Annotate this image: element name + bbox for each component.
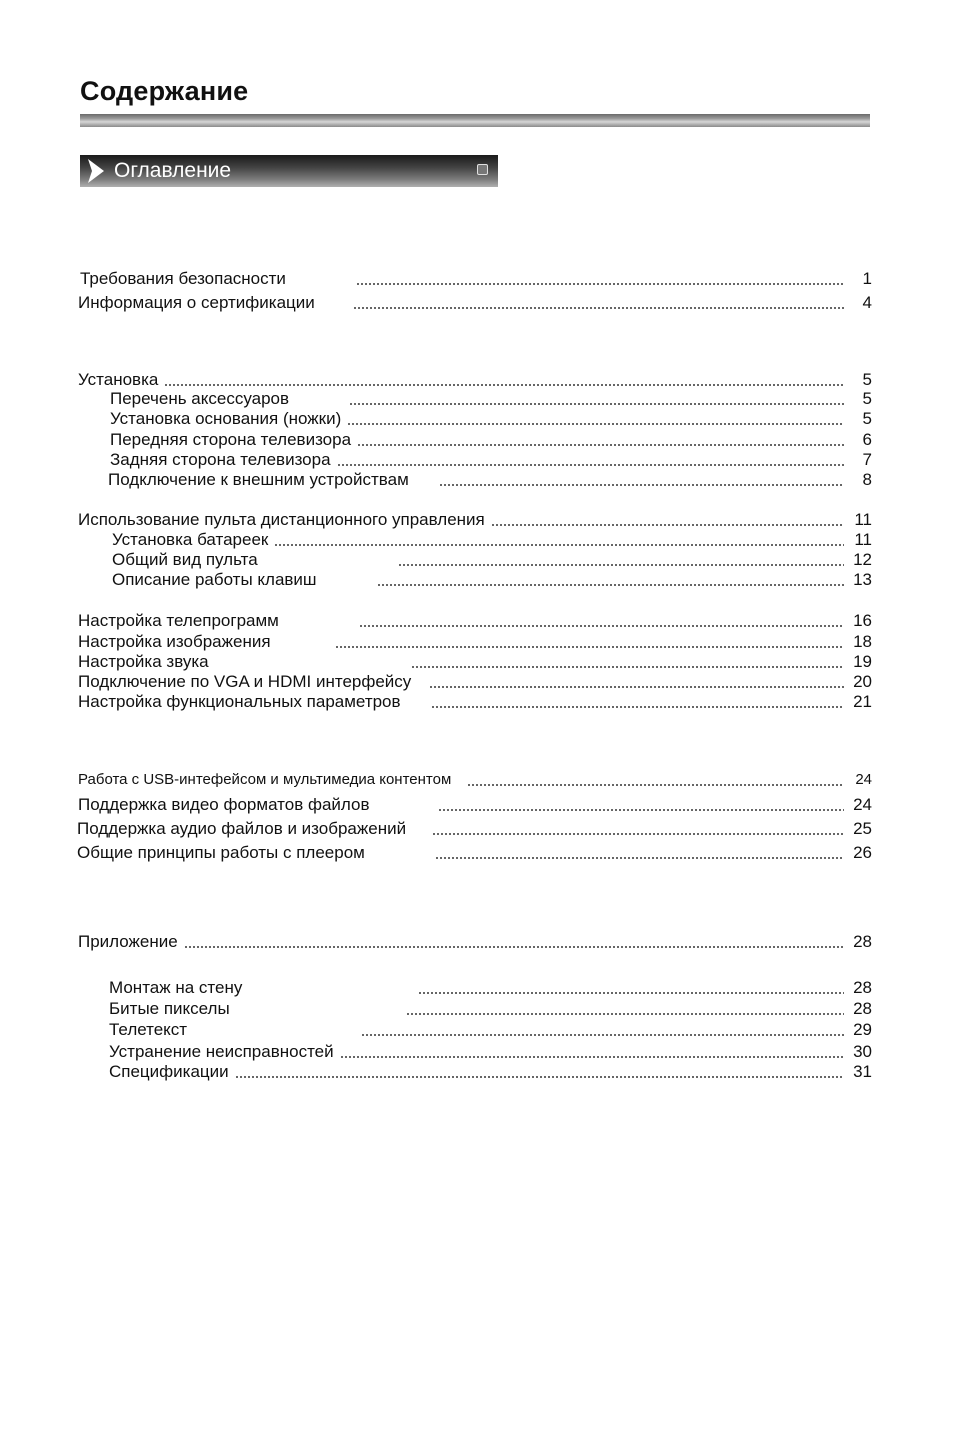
leader-dots <box>467 784 844 786</box>
toc-entry[interactable] <box>109 1020 872 1040</box>
toc-entry-title: Настройка изображения <box>78 632 271 651</box>
toc-entry-page: 28 <box>853 978 872 997</box>
toc-entry-page: 26 <box>853 843 872 862</box>
page-title: Содержание <box>80 76 249 106</box>
leader-dots <box>184 946 844 948</box>
toc-entry[interactable] <box>110 430 872 450</box>
leader-dots <box>377 584 844 586</box>
toc-entry[interactable] <box>78 795 872 815</box>
toc-entry[interactable] <box>112 530 872 550</box>
toc-entry[interactable] <box>78 611 872 631</box>
toc-entry-title: Требования безопасности <box>80 269 286 288</box>
toc-entry-page: 11 <box>854 510 872 529</box>
toc-entry-title: Общие принципы работы с плеером <box>77 843 365 862</box>
leader-dots <box>347 423 844 425</box>
toc-entry-page: 29 <box>853 1020 872 1039</box>
toc-entry[interactable] <box>110 450 872 470</box>
toc-entry[interactable] <box>78 652 872 672</box>
leader-dots <box>164 384 844 386</box>
toc-entry-title: Общий вид пульта <box>112 550 258 569</box>
leader-dots <box>418 992 844 994</box>
toc-entry[interactable] <box>78 510 872 530</box>
toc-entry-title: Информация о сертификации <box>78 293 315 312</box>
toc-entry-title: Битые пикселы <box>109 999 230 1018</box>
leader-dots <box>235 1076 844 1078</box>
toc-entry-page: 31 <box>853 1062 872 1081</box>
toc-entry-page: 21 <box>853 692 872 711</box>
toc-entry-page: 24 <box>855 771 872 788</box>
leader-dots <box>491 524 844 526</box>
leader-dots <box>411 666 844 668</box>
leader-dots <box>435 857 844 859</box>
toc-entry[interactable] <box>109 1042 872 1062</box>
toc-entry-title: Приложение <box>78 932 178 951</box>
leader-dots <box>340 1056 844 1058</box>
toc-entry-title: Передняя сторона телевизора <box>110 430 352 449</box>
toc-entry-title: Установка <box>78 370 159 389</box>
toc-entry-page: 25 <box>853 819 872 838</box>
toc-entry-page: 13 <box>853 570 872 589</box>
toc-entry-page: 20 <box>853 672 872 691</box>
toc-entry-page: 12 <box>853 550 872 569</box>
toc-entry[interactable] <box>78 770 872 790</box>
toc-entry[interactable] <box>110 409 872 429</box>
toc-entry[interactable] <box>109 978 872 998</box>
toc-entry-page: 16 <box>853 611 872 630</box>
toc-entry-page: 1 <box>862 269 872 288</box>
section-banner <box>80 155 498 187</box>
toc-entry[interactable] <box>109 1062 872 1082</box>
toc-entry[interactable] <box>78 932 872 952</box>
leader-dots <box>337 464 844 466</box>
toc-entry-page: 7 <box>862 450 872 469</box>
toc-entry[interactable] <box>108 470 872 490</box>
toc-entry-page: 4 <box>862 293 872 312</box>
chevron-right-icon <box>82 157 110 185</box>
toc-entry[interactable] <box>112 570 872 590</box>
leader-dots <box>406 1013 844 1015</box>
leader-dots <box>429 686 844 688</box>
toc-entry[interactable] <box>110 389 872 409</box>
toc-entry-page: 18 <box>853 632 872 651</box>
toc-entry-page: 19 <box>853 652 872 671</box>
toc-entry-title: Описание работы клавиш <box>112 570 317 589</box>
toc-entry[interactable] <box>77 843 872 863</box>
toc-entry[interactable] <box>77 819 872 839</box>
leader-dots <box>335 646 844 648</box>
toc-entry-page: 5 <box>862 409 872 428</box>
section-title: Оглавление <box>114 159 232 182</box>
toc-entry-page: 5 <box>862 389 872 408</box>
toc-entry-title: Настройка звука <box>78 652 209 671</box>
toc-entry-title: Работа с USB-интефейсом и мультимедиа контентом <box>78 771 452 788</box>
toc-entry-title: Поддержка аудио файлов и изображений <box>77 819 407 838</box>
leader-dots <box>349 403 844 405</box>
toc-entry-title: Телетекст <box>109 1020 188 1039</box>
toc-entry-title: Спецификации <box>109 1062 229 1081</box>
square-icon <box>477 164 488 175</box>
leader-dots <box>432 833 844 835</box>
toc-entry-title: Установка батареек <box>112 530 269 549</box>
toc-entry[interactable] <box>78 672 872 692</box>
leader-dots <box>398 564 844 566</box>
toc-entry-title: Перечень аксессуаров <box>110 389 290 408</box>
toc-entry-title: Настройка телепрограмм <box>78 611 279 630</box>
toc-entry-title: Задняя сторона телевизора <box>110 450 331 469</box>
toc-entry-title: Монтаж на стену <box>109 978 243 997</box>
leader-dots <box>356 283 844 285</box>
leader-dots <box>274 544 844 546</box>
toc-entry-title: Поддержка видео форматов файлов <box>78 795 370 814</box>
toc-entry-page: 28 <box>853 999 872 1018</box>
toc-entry-title: Подключение к внешним устройствам <box>108 470 409 489</box>
toc-entry[interactable] <box>78 632 872 652</box>
leader-dots <box>357 444 844 446</box>
toc-entry[interactable] <box>78 293 872 313</box>
toc-entry-page: 28 <box>853 932 872 951</box>
toc-entry-title: Устранение неисправностей <box>109 1042 334 1061</box>
leader-dots <box>438 809 845 811</box>
leader-dots <box>431 706 844 708</box>
title-divider <box>80 114 870 127</box>
leader-dots <box>439 484 844 486</box>
leader-dots <box>353 307 844 309</box>
toc-entry[interactable] <box>78 692 872 712</box>
leader-dots <box>361 1034 844 1036</box>
toc-entry-page: 6 <box>862 430 872 449</box>
toc-entry-title: Подключение по VGA и HDMI интерфейсу <box>78 672 412 691</box>
toc-entry[interactable] <box>109 999 872 1019</box>
toc-entry-page: 24 <box>853 795 872 814</box>
toc-entry[interactable] <box>112 550 872 570</box>
toc-entry-title: Установка основания (ножки) <box>110 409 342 428</box>
toc-entry-page: 8 <box>862 470 872 489</box>
toc-entry-title: Использование пульта дистанционного управления <box>78 510 485 529</box>
toc-entry[interactable] <box>78 370 872 390</box>
leader-dots <box>359 625 844 627</box>
toc-entry-page: 11 <box>854 530 872 549</box>
toc-entry-page: 30 <box>853 1042 872 1061</box>
toc-entry-page: 5 <box>862 370 872 389</box>
toc-entry[interactable] <box>80 269 872 289</box>
toc-entry-title: Настройка функциональных параметров <box>78 692 401 711</box>
